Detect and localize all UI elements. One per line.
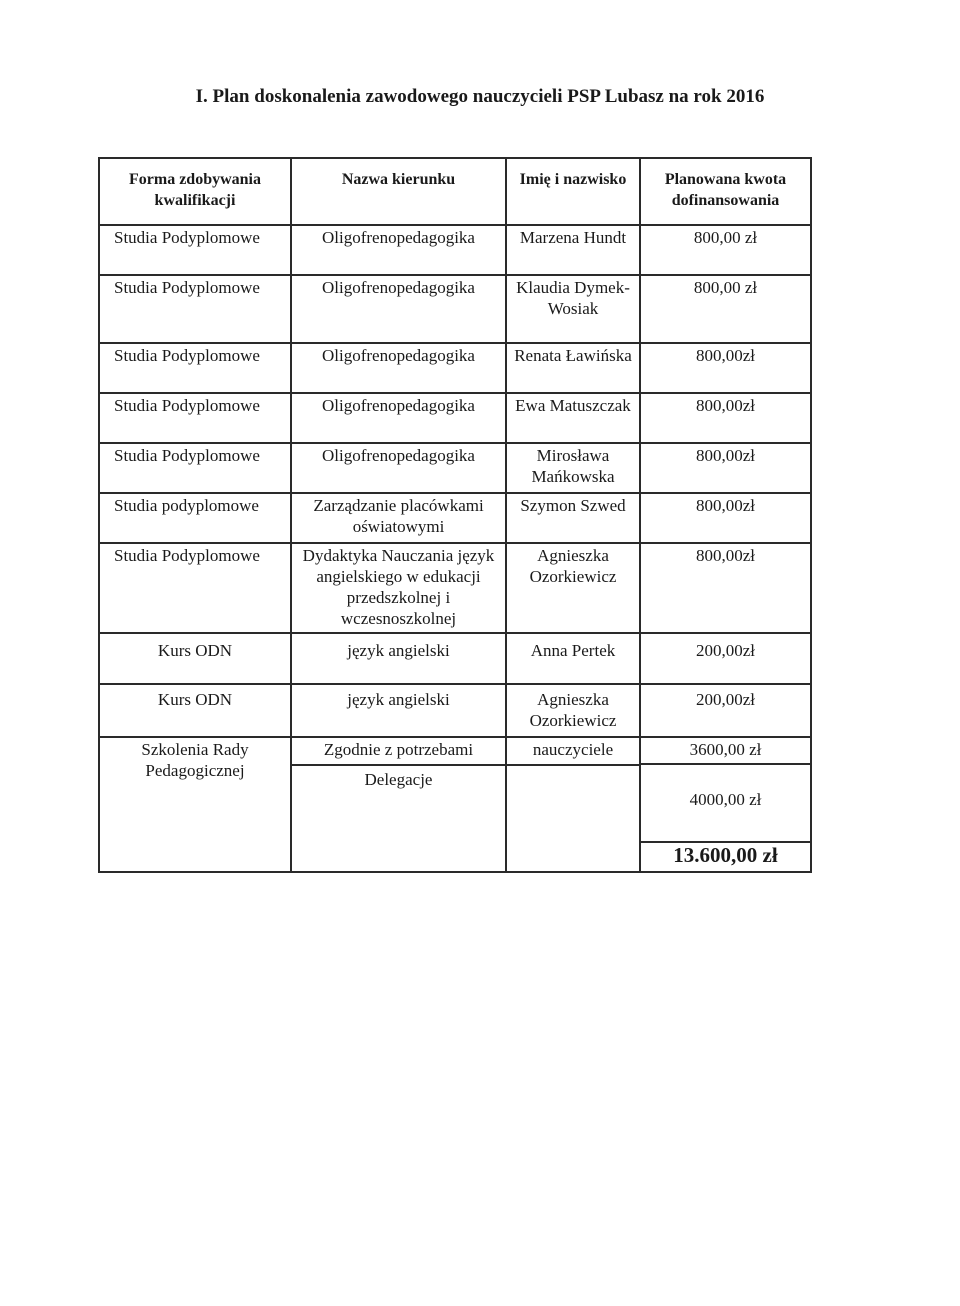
amount-total: 13.600,00 zł	[641, 841, 810, 871]
cell-amount: 800,00 zł	[640, 225, 811, 275]
cell-form: Studia podyplomowe	[99, 493, 291, 543]
cell-name: Agnieszka Ozorkiewicz	[506, 543, 640, 633]
table-row	[99, 225, 811, 275]
cell-name: Agnieszka Ozorkiewicz	[506, 684, 640, 737]
cell-form: Studia Podyplomowe	[99, 393, 291, 443]
cell-amount	[640, 737, 811, 872]
cell-name: Mirosława Mańkowska	[506, 443, 640, 493]
cell-amount: 800,00 zł	[640, 275, 811, 343]
cell-name: Marzena Hundt	[506, 225, 640, 275]
cell-direction: Oligofrenopedagogika	[291, 225, 506, 275]
cell-name: Anna Pertek	[506, 633, 640, 684]
cell-form: Studia Podyplomowe	[99, 225, 291, 275]
table-row	[99, 343, 811, 393]
cell-form: Studia Podyplomowe	[99, 343, 291, 393]
cell-amount: 800,00zł	[640, 343, 811, 393]
amount-training: 3600,00 zł	[689, 740, 762, 759]
cell-name: Szymon Szwed	[506, 493, 640, 543]
cell-direction: język angielski	[291, 633, 506, 684]
cell-amount: 200,00zł	[640, 633, 811, 684]
table-row	[99, 684, 811, 737]
table-row	[99, 275, 811, 343]
cell-name: Ewa Matuszczak	[506, 393, 640, 443]
cell-form: Szkolenia Rady Pedagogicznej	[99, 737, 291, 872]
cell-direction: Dydaktyka Nauczania język angielskiego w edukacji przedszkolnej i wczesnoszkolnej	[291, 543, 506, 633]
cell-direction: Oligofrenopedagogika	[291, 443, 506, 493]
table-row	[99, 493, 811, 543]
header-amount: Planowana kwota dofinansowania	[640, 158, 811, 225]
cell-name	[506, 737, 640, 872]
table-row	[99, 737, 811, 872]
cell-amount: 800,00zł	[640, 543, 811, 633]
cell-amount: 800,00zł	[640, 443, 811, 493]
cell-amount: 800,00zł	[640, 393, 811, 443]
cell-form: Studia Podyplomowe	[99, 443, 291, 493]
table-row	[99, 443, 811, 493]
cell-form: Kurs ODN	[99, 684, 291, 737]
cell-name: Klaudia Dymek-Wosiak	[506, 275, 640, 343]
name-teachers: nauczyciele	[532, 740, 614, 759]
cell-form: Studia Podyplomowe	[99, 275, 291, 343]
amount-delegations: 4000,00 zł	[641, 763, 810, 841]
page-title: I. Plan doskonalenia zawodowego nauczycieli PSP Lubasz na rok 2016	[195, 86, 765, 107]
header-direction: Nazwa kierunku	[291, 158, 506, 225]
cell-form: Kurs ODN	[99, 633, 291, 684]
table-header-row	[99, 158, 811, 225]
header-form: Forma zdobywania kwalifikacji	[99, 158, 291, 225]
direction-needs: Zgodnie z potrzebami	[323, 740, 474, 759]
table-row	[99, 543, 811, 633]
cell-form: Studia Podyplomowe	[99, 543, 291, 633]
direction-delegations: Delegacje	[292, 764, 505, 790]
cell-direction: Oligofrenopedagogika	[291, 343, 506, 393]
cell-direction: Oligofrenopedagogika	[291, 275, 506, 343]
name-empty	[507, 764, 639, 769]
cell-direction: Oligofrenopedagogika	[291, 393, 506, 443]
table-row	[99, 633, 811, 684]
cell-amount: 800,00zł	[640, 493, 811, 543]
cell-direction: Zarządzanie placówkami oświatowymi	[291, 493, 506, 543]
table-row	[99, 393, 811, 443]
cell-name: Renata Ławińska	[506, 343, 640, 393]
cell-amount: 200,00zł	[640, 684, 811, 737]
header-name: Imię i nazwisko	[506, 158, 640, 225]
training-plan-table	[98, 157, 812, 873]
cell-direction: język angielski	[291, 684, 506, 737]
cell-direction	[291, 737, 506, 872]
